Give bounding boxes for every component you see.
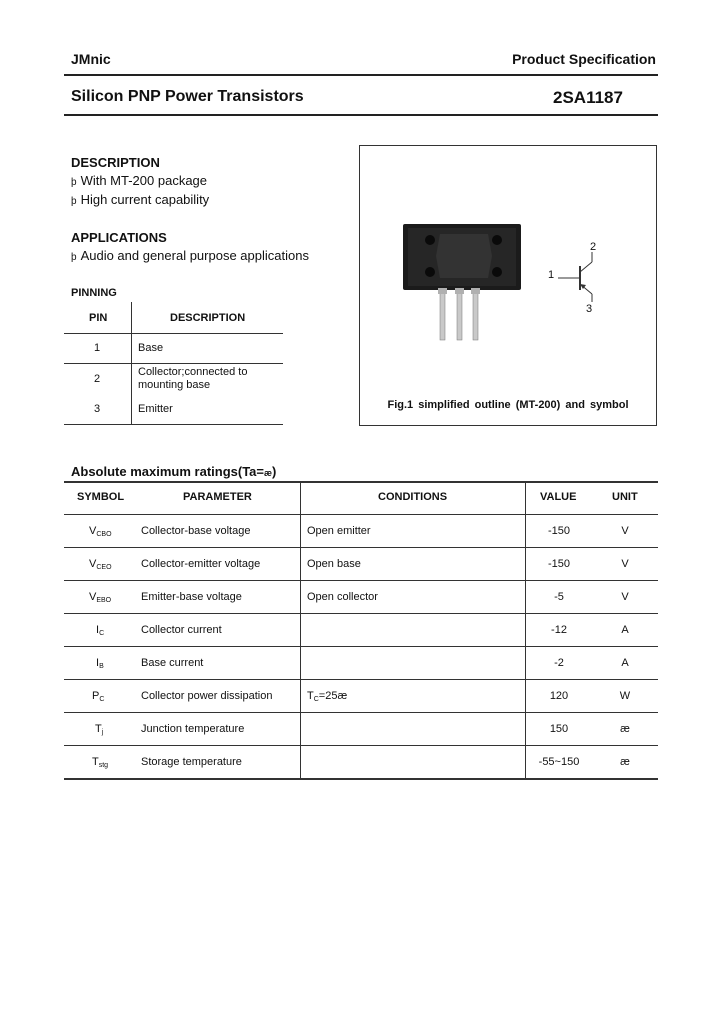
pin-desc-col-header: DESCRIPTION <box>170 312 246 324</box>
applications-heading: APPLICATIONS <box>71 230 167 245</box>
rating-condition: $T_C=25æ$ <box>307 690 348 703</box>
symbol-pin-label: 2 <box>590 241 597 253</box>
col-conditions: CONDITIONS <box>378 491 448 503</box>
pinning-heading: PINNING <box>71 287 117 299</box>
rating-value: -2 <box>554 657 564 669</box>
rating-unit: æ <box>620 756 630 768</box>
col-value: VALUE <box>540 491 577 503</box>
pin-number: 1 <box>94 342 101 354</box>
rating-condition: Open emitter <box>307 525 371 537</box>
rating-parameter: Storage temperature <box>141 756 242 768</box>
figure-caption: Fig.1 simplified outline (MT-200) and symbol <box>387 399 629 411</box>
rating-unit: æ <box>620 723 630 735</box>
figure-box <box>359 145 657 426</box>
part-number: 2SA1187 <box>553 88 623 107</box>
rating-value: -55~150 <box>538 756 580 768</box>
rating-value: -12 <box>551 624 567 636</box>
product-title: Silicon PNP Power Transistors <box>71 88 304 105</box>
symbol-pin-label: 3 <box>586 303 593 315</box>
pin-description: Collector;connected to <box>138 366 248 378</box>
pin-description: Base <box>138 342 164 354</box>
rating-parameter: Junction temperature <box>141 723 245 735</box>
rating-unit: W <box>619 690 631 702</box>
rating-unit: A <box>621 624 629 636</box>
brand-name: JMnic <box>71 51 111 67</box>
col-symbol: SYMBOL <box>77 491 125 503</box>
pin-description-cont: mounting base <box>138 379 211 391</box>
rating-unit: V <box>621 558 629 570</box>
rating-unit: V <box>621 591 629 603</box>
rating-symbol: $V_{CEO}$ <box>89 558 112 571</box>
ratings-heading: Absolute maximum ratings(Ta=æ) <box>71 464 277 479</box>
rating-symbol: $T_j$ <box>95 723 104 736</box>
pin-description: Emitter <box>138 403 173 415</box>
rating-value: -150 <box>547 525 571 537</box>
rating-parameter: Collector current <box>141 624 222 636</box>
col-parameter: PARAMETER <box>183 491 252 503</box>
rating-symbol: $V_{CBO}$ <box>89 525 112 538</box>
rating-symbol: $T_{stg}$ <box>92 756 109 769</box>
rating-symbol: $V_{EBO}$ <box>89 591 112 604</box>
title-rule <box>64 114 658 116</box>
rating-unit: A <box>621 657 629 669</box>
header-rule <box>64 74 658 76</box>
rating-condition: Open collector <box>307 591 378 603</box>
rating-parameter: Emitter-base voltage <box>141 591 242 603</box>
rating-symbol: $I_B$ <box>96 657 104 670</box>
applications-item: þ Audio and general purpose applications <box>71 248 309 263</box>
rating-symbol: $I_C$ <box>96 624 105 637</box>
rating-symbol: $P_C$ <box>92 690 105 703</box>
rating-value: 120 <box>549 690 569 702</box>
rating-parameter: Collector-emitter voltage <box>141 558 261 570</box>
description-heading: DESCRIPTION <box>71 155 160 170</box>
col-unit: UNIT <box>612 491 638 503</box>
rating-parameter: Collector-base voltage <box>141 525 251 537</box>
description-item: þ High current capability <box>71 192 210 207</box>
rating-unit: V <box>621 525 629 537</box>
rating-parameter: Collector power dissipation <box>141 690 273 702</box>
pin-number: 3 <box>94 403 101 415</box>
rating-value: 150 <box>549 723 569 735</box>
rating-condition: Open base <box>307 558 361 570</box>
rating-parameter: Base current <box>141 657 204 669</box>
symbol-pin-label: 1 <box>548 269 555 281</box>
pin-number: 2 <box>94 373 101 385</box>
description-item: þ With MT-200 package <box>71 173 208 188</box>
rating-value: -5 <box>554 591 564 603</box>
rating-value: -150 <box>547 558 571 570</box>
pin-col-header: PIN <box>89 312 108 324</box>
doc-type: Product Specification <box>512 51 656 67</box>
